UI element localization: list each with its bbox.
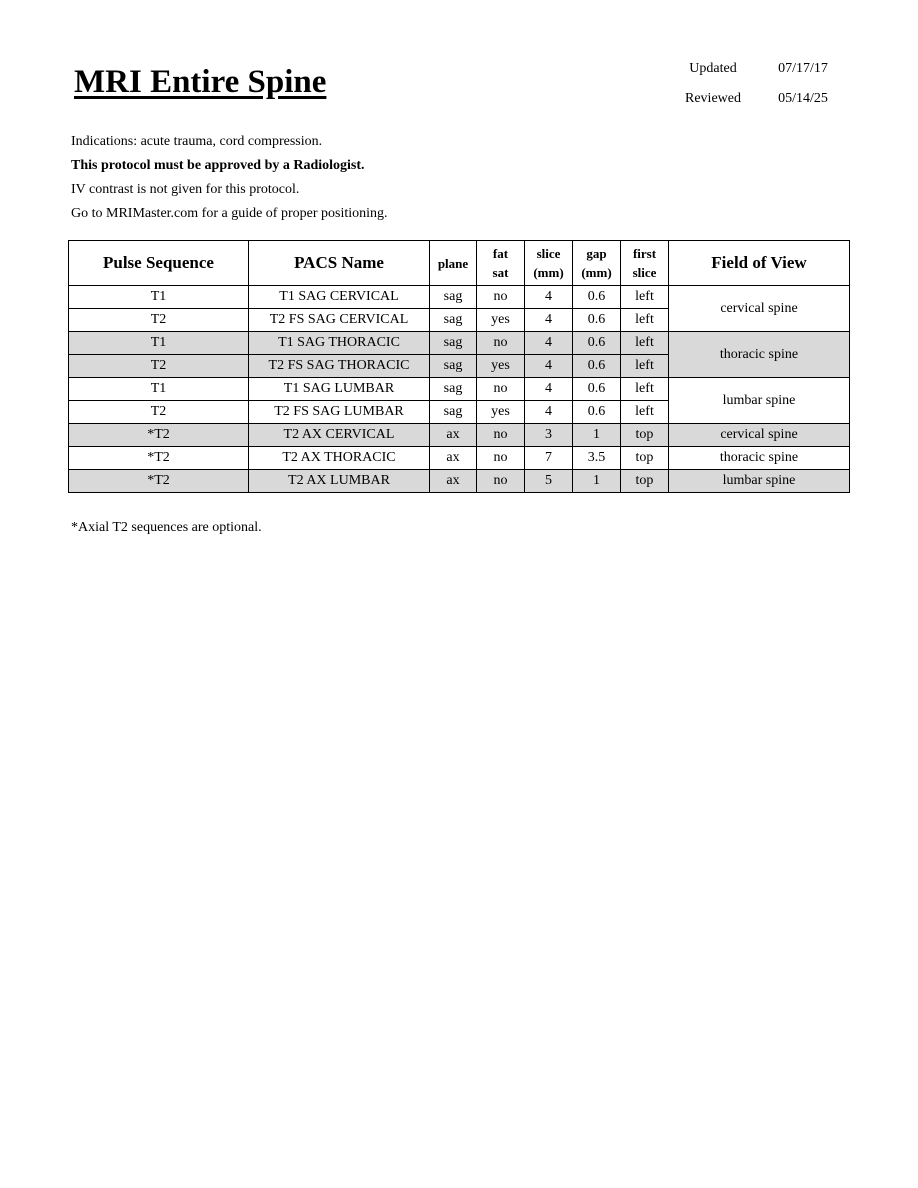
cell-first-slice: top <box>621 424 669 447</box>
table-row <box>69 424 850 447</box>
cell-pacs-name: T2 AX THORACIC <box>249 447 430 470</box>
cell-slice: 7 <box>525 447 573 470</box>
header-first-slice: first slice <box>621 241 669 286</box>
cell-fat-sat: yes <box>477 309 525 332</box>
table-row <box>69 447 850 470</box>
page-title: MRI Entire Spine <box>74 64 327 100</box>
cell-plane: sag <box>430 355 477 378</box>
header-pacs-name: PACS Name <box>249 241 430 286</box>
cell-fat-sat: no <box>477 332 525 355</box>
cell-slice: 4 <box>525 401 573 424</box>
positioning-note: Go to MRIMaster.com for a guide of proper positioning. <box>71 206 388 221</box>
header-slice-mm: slice (mm) <box>525 241 573 286</box>
cell-pulse-sequence: T2 <box>69 309 249 332</box>
cell-plane: sag <box>430 286 477 309</box>
cell-gap: 0.6 <box>573 309 621 332</box>
cell-plane: ax <box>430 424 477 447</box>
cell-fat-sat: no <box>477 447 525 470</box>
cell-gap: 0.6 <box>573 378 621 401</box>
cell-plane: ax <box>430 447 477 470</box>
cell-fat-sat: no <box>477 424 525 447</box>
cell-fat-sat: no <box>477 378 525 401</box>
cell-gap: 1 <box>573 470 621 493</box>
approval-notice: This protocol must be approved by a Radiologist. <box>71 158 365 173</box>
table-row <box>69 286 850 309</box>
header-plane: plane <box>430 241 477 286</box>
cell-gap: 0.6 <box>573 355 621 378</box>
cell-first-slice: left <box>621 378 669 401</box>
cell-slice: 4 <box>525 332 573 355</box>
cell-slice: 3 <box>525 424 573 447</box>
cell-plane: sag <box>430 309 477 332</box>
cell-slice: 4 <box>525 309 573 332</box>
cell-pacs-name: T2 FS SAG CERVICAL <box>249 309 430 332</box>
cell-gap: 0.6 <box>573 332 621 355</box>
cell-fat-sat: yes <box>477 355 525 378</box>
cell-plane: sag <box>430 378 477 401</box>
cell-pulse-sequence: T1 <box>69 332 249 355</box>
header-field-of-view: Field of View <box>669 241 850 286</box>
cell-pulse-sequence: T2 <box>69 401 249 424</box>
cell-gap: 0.6 <box>573 286 621 309</box>
cell-first-slice: top <box>621 470 669 493</box>
header-pulse-sequence: Pulse Sequence <box>69 241 249 286</box>
cell-gap: 0.6 <box>573 401 621 424</box>
cell-first-slice: left <box>621 401 669 424</box>
cell-slice: 4 <box>525 355 573 378</box>
protocol-table <box>68 240 850 493</box>
cell-fat-sat: no <box>477 470 525 493</box>
cell-pulse-sequence: *T2 <box>69 447 249 470</box>
cell-fat-sat: yes <box>477 401 525 424</box>
cell-field-of-view: thoracic spine <box>669 332 850 378</box>
table-row <box>69 332 850 355</box>
table-row <box>69 470 850 493</box>
cell-plane: sag <box>430 401 477 424</box>
cell-pulse-sequence: T1 <box>69 286 249 309</box>
cell-pulse-sequence: *T2 <box>69 424 249 447</box>
footnote: *Axial T2 sequences are optional. <box>71 520 262 535</box>
table-header-row <box>69 241 850 286</box>
cell-pulse-sequence: *T2 <box>69 470 249 493</box>
updated-label: Updated <box>689 61 737 76</box>
cell-pulse-sequence: T1 <box>69 378 249 401</box>
cell-slice: 5 <box>525 470 573 493</box>
cell-first-slice: left <box>621 332 669 355</box>
cell-gap: 1 <box>573 424 621 447</box>
cell-plane: ax <box>430 470 477 493</box>
cell-pacs-name: T1 SAG THORACIC <box>249 332 430 355</box>
cell-plane: sag <box>430 332 477 355</box>
cell-pulse-sequence: T2 <box>69 355 249 378</box>
cell-first-slice: left <box>621 286 669 309</box>
cell-fat-sat: no <box>477 286 525 309</box>
contrast-note: IV contrast is not given for this protocol. <box>71 182 300 197</box>
cell-pacs-name: T2 FS SAG LUMBAR <box>249 401 430 424</box>
cell-slice: 4 <box>525 378 573 401</box>
cell-field-of-view: cervical spine <box>669 286 850 332</box>
cell-pacs-name: T2 AX CERVICAL <box>249 424 430 447</box>
cell-gap: 3.5 <box>573 447 621 470</box>
cell-field-of-view: thoracic spine <box>669 447 850 470</box>
cell-pacs-name: T1 SAG CERVICAL <box>249 286 430 309</box>
cell-pacs-name: T2 FS SAG THORACIC <box>249 355 430 378</box>
header-gap-mm: gap (mm) <box>573 241 621 286</box>
reviewed-date: 05/14/25 <box>778 91 828 106</box>
cell-first-slice: left <box>621 309 669 332</box>
reviewed-label: Reviewed <box>685 91 741 106</box>
cell-slice: 4 <box>525 286 573 309</box>
header-fat-sat: fat sat <box>477 241 525 286</box>
cell-field-of-view: cervical spine <box>669 424 850 447</box>
cell-field-of-view: lumbar spine <box>669 378 850 424</box>
updated-date: 07/17/17 <box>778 61 828 76</box>
indications-text: Indications: acute trauma, cord compression. <box>71 134 323 149</box>
cell-pacs-name: T1 SAG LUMBAR <box>249 378 430 401</box>
table-row <box>69 378 850 401</box>
cell-pacs-name: T2 AX LUMBAR <box>249 470 430 493</box>
cell-first-slice: left <box>621 355 669 378</box>
cell-first-slice: top <box>621 447 669 470</box>
cell-field-of-view: lumbar spine <box>669 470 850 493</box>
